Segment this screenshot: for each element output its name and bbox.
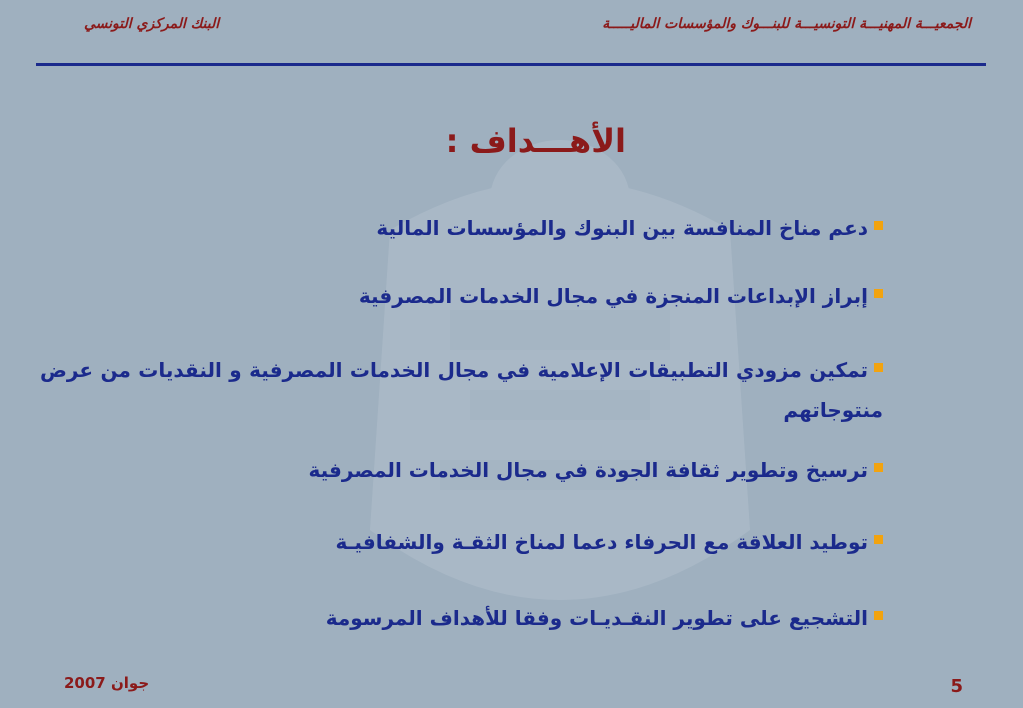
- list-item: [40, 208, 883, 248]
- slide-title: الأهـــداف :: [445, 122, 626, 160]
- bullet-icon: [874, 611, 883, 620]
- header-divider: [36, 63, 986, 66]
- page-number: 5: [950, 676, 963, 697]
- list-item-text: تمكين مزودي التطبيقات الإعلامية في مجال الخدمات المصرفية و النقديات من عرض منتوجاتهم: [40, 358, 883, 422]
- list-item-text: التشجيع على تطوير النقـديـات وفقا للأهداف المرسومة: [325, 606, 868, 630]
- list-item: [40, 450, 883, 490]
- bullet-icon: [874, 289, 883, 298]
- footer-date: جوان 2007: [64, 674, 150, 692]
- bullet-icon: [874, 535, 883, 544]
- list-item-text: توطيد العلاقة مع الحرفاء دعما لمناخ الثقـة والشفافيـة: [335, 530, 868, 554]
- list-item: [40, 276, 883, 316]
- list-item-text: إبراز الإبداعات المنجزة في مجال الخدمات المصرفية: [358, 284, 868, 308]
- list-item-text: ترسيخ وتطوير ثقافة الجودة في مجال الخدمات المصرفية: [308, 458, 868, 482]
- bullet-icon: [874, 363, 883, 372]
- bullet-icon: [874, 221, 883, 230]
- bullet-icon: [874, 463, 883, 472]
- list-item: [40, 598, 883, 638]
- association-header: الجمعيـــة المهنيـــة التونسيـــة للبنـــوك والمؤسسات الماليـــــة: [602, 16, 971, 32]
- list-item-text: دعم مناخ المنافسة بين البنوك والمؤسسات المالية: [376, 216, 868, 240]
- list-item: [40, 522, 883, 562]
- bank-header: البنك المركزي التونسي: [84, 16, 220, 32]
- list-item: [40, 350, 883, 430]
